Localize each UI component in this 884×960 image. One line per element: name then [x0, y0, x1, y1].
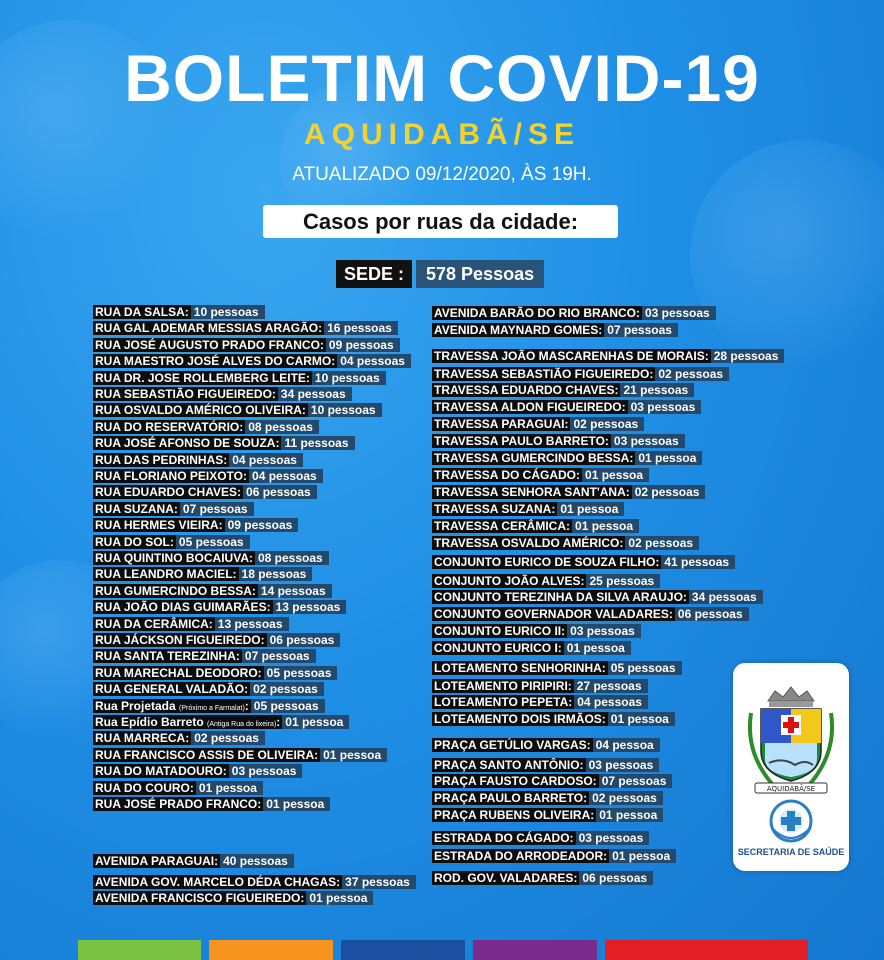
location-name [93, 469, 249, 483]
list-item [432, 467, 649, 483]
location-name-text: PRAÇA PAULO BARRETO: [434, 791, 588, 805]
list-item [432, 589, 763, 605]
case-count: 27 pessoas [574, 679, 648, 693]
case-count: 37 pessoas [342, 875, 416, 889]
list-item [432, 348, 784, 364]
case-count: 01 pessoa [263, 797, 330, 811]
list-item [93, 665, 337, 681]
case-count: 14 pessoas [258, 584, 332, 598]
page-title: BOLETIM COVID-19 [124, 41, 760, 115]
location-name-text: RUA MARRECA: [95, 731, 190, 746]
location-name [432, 831, 576, 845]
location-name [432, 349, 711, 363]
location-name [93, 854, 220, 868]
sede-value: 578 Pessoas [416, 260, 544, 288]
location-note: (Antiga Rua do lixeira) [207, 721, 277, 728]
list-item [432, 501, 624, 517]
location-name [93, 321, 324, 335]
list-item [93, 534, 250, 550]
case-count: 06 pessoas [243, 485, 317, 499]
case-count: 07 pessoas [599, 774, 673, 788]
case-count: 04 pessoas [249, 469, 323, 483]
section-heading: Casos por ruas da cidade: [263, 205, 618, 238]
location-name [432, 485, 632, 499]
location-name-text: RUA MARECHAL DEODORO: [95, 665, 262, 680]
case-count: 13 pessoas [215, 617, 289, 631]
list-item [93, 304, 265, 320]
location-name [432, 624, 567, 638]
location-name [93, 633, 267, 647]
list-item [432, 305, 716, 321]
list-item [93, 747, 387, 763]
list-item [432, 623, 641, 639]
case-count: 01 pessoa [572, 519, 639, 533]
list-item [93, 890, 373, 906]
location-name [93, 354, 337, 368]
location-name [93, 518, 225, 532]
list-item [432, 535, 699, 551]
case-count: 03 pessoas [628, 400, 702, 414]
case-count: 01 pessoa [564, 641, 631, 655]
location-name-text: RUA GAL ADEMAR MESSIAS ARAGÃO: [95, 321, 323, 336]
case-count: 07 pessoas [180, 502, 254, 516]
location-name-text: CONJUNTO GOVERNADOR VALADARES: [434, 607, 673, 621]
location-name [432, 774, 599, 788]
location-name-text: RUA SANTA TEREZINHA: [95, 649, 240, 664]
case-count: 04 pessoas [337, 354, 411, 368]
list-item [432, 484, 705, 500]
list-item [432, 399, 701, 415]
location-name [432, 679, 574, 693]
location-name-text: RUA HERMES VIEIRA: [95, 518, 223, 533]
location-name-text: RUA SUZANA: [95, 501, 178, 516]
case-count: 01 pessoa [306, 891, 373, 905]
location-name [93, 567, 239, 581]
case-count: 01 pessoa [596, 808, 663, 822]
location-name-text: RUA DO RESERVATÓRIO: [95, 419, 244, 434]
case-count: 08 pessoas [245, 420, 319, 434]
location-name [93, 731, 191, 745]
location-name [432, 791, 589, 805]
case-count: 05 pessoas [176, 535, 250, 549]
color-bar [209, 940, 333, 960]
list-item [93, 796, 330, 812]
location-name [93, 781, 196, 795]
location-name [432, 451, 635, 465]
list-item [432, 518, 639, 534]
list-item [93, 730, 265, 746]
location-name-text: RUA JÁCKSON FIGUEIREDO: [95, 633, 265, 647]
location-name-text: PRAÇA GETÚLIO VARGAS: [434, 738, 591, 752]
location-name [432, 871, 579, 885]
case-count: 41 pessoas [661, 555, 735, 569]
color-bars [0, 940, 884, 960]
location-name [432, 607, 675, 621]
case-count: 06 pessoas [579, 871, 653, 885]
location-name-text: RUA JOSÉ AUGUSTO PRADO FRANCO: [95, 337, 324, 352]
case-count: 10 pessoas [308, 403, 382, 417]
location-name-text: ROD. GOV. VALADARES: [434, 871, 578, 885]
list-item [432, 573, 660, 589]
list-item [93, 599, 346, 615]
location-name-text: LOTEAMENTO PIRIPIRI: [434, 679, 572, 693]
location-name-text: PRAÇA RUBENS OLIVEIRA: [434, 808, 595, 822]
case-count: 21 pessoas [620, 383, 694, 397]
location-name-text: RUA MAESTRO JOSÉ ALVES DO CARMO: [95, 354, 336, 369]
list-item [432, 433, 685, 449]
list-item [93, 320, 398, 336]
location-name [93, 453, 229, 467]
list-item [93, 566, 312, 582]
location-name-text: TRAVESSA GUMERCINDO BESSA: [434, 451, 634, 465]
list-item [432, 773, 672, 789]
location-name [93, 305, 191, 319]
list-item [432, 737, 660, 753]
list-item [93, 484, 317, 500]
list-item [432, 322, 678, 338]
case-count: 18 pessoas [239, 567, 313, 581]
case-count: 25 pessoas [586, 574, 660, 588]
color-bar [78, 940, 201, 960]
location-name-text: TRAVESSA EDUARDO CHAVES: [434, 383, 619, 397]
list-item [432, 757, 659, 773]
location-name-text: RUA DO COURO: [95, 780, 194, 795]
location-name [93, 699, 251, 713]
location-name-text: RUA DA CERÂMICA: [95, 616, 213, 631]
location-name [432, 555, 661, 569]
case-count: 03 pessoas [642, 306, 716, 320]
location-note: (Próximo a Farmalat) [179, 704, 245, 712]
location-name-text: CONJUNTO EURICO I: [434, 641, 562, 655]
location-name-text: RUA JOSÉ PRADO FRANCO: [95, 797, 262, 811]
case-count: 01 pessoa [635, 451, 702, 465]
location-name-text: RUA QUINTINO BOCAIUVA: [95, 551, 253, 565]
location-name [432, 400, 628, 414]
sede-label: SEDE : [336, 260, 412, 288]
case-count: 01 pessoa [282, 715, 349, 729]
case-count: 04 pessoas [229, 453, 303, 467]
location-colon: : [244, 698, 249, 713]
case-count: 04 pessoa [593, 738, 660, 752]
list-item [93, 698, 325, 714]
list-item [432, 830, 649, 846]
location-name [93, 387, 278, 401]
city-subtitle: AQUIDABÃ/SE [303, 118, 580, 151]
case-count: 02 pessoas [250, 682, 324, 696]
location-name [432, 306, 642, 320]
list-item [93, 714, 349, 730]
case-count: 01 pessoa [609, 849, 676, 863]
logo-card [733, 663, 849, 871]
case-count: 05 pessoas [608, 661, 682, 675]
case-count: 10 pessoas [312, 371, 386, 385]
location-name-text: RUA SEBASTIÃO FIGUEIREDO: [95, 387, 276, 401]
color-bar [473, 940, 597, 960]
case-count: 03 pessoas [229, 764, 303, 778]
location-name-text: AVENIDA FRANCISCO FIGUEIREDO: [95, 891, 305, 905]
case-count: 05 pessoas [251, 699, 325, 713]
location-name [93, 666, 264, 680]
location-name [93, 600, 273, 614]
location-name [432, 468, 582, 482]
location-name-text: AVENIDA BARÃO DO RIO BRANCO: [434, 306, 640, 320]
list-item [93, 517, 298, 533]
case-count: 09 pessoas [225, 518, 299, 532]
case-count: 16 pessoas [324, 321, 398, 335]
list-item [93, 337, 400, 353]
list-item [432, 694, 648, 710]
list-item [93, 370, 386, 386]
location-name [93, 617, 215, 631]
case-count: 02 pessoas [191, 731, 265, 745]
location-name [93, 748, 320, 762]
list-item [93, 583, 332, 599]
list-item [432, 554, 735, 570]
list-item [93, 780, 263, 796]
location-name [93, 502, 180, 516]
list-item [432, 711, 675, 727]
location-name-text: TRAVESSA DO CÁGADO: [434, 468, 581, 482]
location-name-text: Rua Projetada [95, 698, 176, 713]
list-item [432, 640, 631, 656]
location-name-text: RUA DO SOL: [95, 534, 174, 549]
list-item [432, 660, 682, 676]
case-count: 03 pessoas [611, 434, 685, 448]
list-item [432, 382, 694, 398]
location-name [93, 584, 258, 598]
list-item [93, 853, 294, 869]
location-name-text: AVENIDA PARAGUAI: [95, 854, 219, 868]
health-secretariat-caption: SECRETARIA DE SAÚDE [737, 847, 845, 857]
case-count: 11 pessoas [281, 436, 354, 450]
list-item [93, 452, 303, 468]
case-count: 01 pessoa [608, 712, 675, 726]
list-item [432, 678, 648, 694]
list-item [432, 870, 653, 886]
list-item [93, 616, 289, 632]
location-name [432, 590, 689, 604]
location-name [93, 436, 281, 450]
case-count: 34 pessoas [689, 590, 763, 604]
location-name [432, 417, 570, 431]
case-count: 02 pessoas [589, 791, 663, 805]
location-name-text: RUA DR. JOSE ROLLEMBERG LEITE: [95, 370, 310, 385]
location-name-text: CONJUNTO TEREZINHA DA SILVA ARAUJO: [434, 590, 687, 604]
location-name-text: CONJUNTO JOÃO ALVES: [434, 574, 585, 588]
location-name [93, 764, 229, 778]
location-name [432, 695, 574, 709]
location-name [432, 641, 564, 655]
location-name [432, 383, 620, 397]
location-name [432, 574, 586, 588]
case-count: 34 pessoas [278, 387, 352, 401]
municipal-seal-icon [733, 673, 849, 803]
location-name [93, 649, 242, 663]
location-name [93, 420, 245, 434]
case-count: 06 pessoas [267, 633, 341, 647]
case-count: 01 pessoa [582, 468, 649, 482]
location-name [432, 536, 625, 550]
list-item [432, 606, 749, 622]
case-count: 03 pessoas [586, 758, 660, 772]
update-timestamp: ATUALIZADO 09/12/2020, ÀS 19H. [292, 164, 592, 185]
list-item [93, 681, 324, 697]
location-name-text: TRAVESSA JOÃO MASCARENHAS DE MORAIS: [434, 349, 709, 363]
location-name-text: LOTEAMENTO PEPETA: [434, 695, 573, 709]
color-bar [341, 940, 465, 960]
case-count: 03 pessoas [567, 624, 641, 638]
list-item [432, 416, 644, 432]
location-name-text: TRAVESSA ALDON FIGUEIREDO: [434, 400, 626, 414]
case-count: 02 pessoas [570, 417, 644, 431]
location-name [93, 875, 342, 889]
location-name [432, 758, 586, 772]
location-name [93, 891, 306, 905]
case-count: 01 pessoa [557, 502, 624, 516]
list-item [93, 468, 323, 484]
list-item [432, 807, 663, 823]
location-name-text: CONJUNTO EURICO DE SOUZA FILHO: [434, 555, 660, 569]
location-name-text: PRAÇA FAUSTO CARDOSO: [434, 774, 597, 788]
location-name-text: TRAVESSA PAULO BARRETO: [434, 434, 609, 448]
location-name [93, 485, 243, 499]
location-name-text: RUA DA SALSA: [95, 305, 189, 319]
location-name-text: TRAVESSA SENHORA SANT'ANA: [434, 485, 630, 499]
location-name [93, 682, 250, 696]
location-name [432, 808, 596, 822]
location-name-text: RUA DAS PEDRINHAS: [95, 452, 228, 467]
location-name-text: RUA JOSÉ AFONSO DE SOUZA: [95, 436, 280, 451]
location-name-text: TRAVESSA SEBASTIÃO FIGUEIREDO: [434, 367, 654, 381]
location-name-text: RUA LEANDRO MACIEL: [95, 567, 237, 582]
location-name [432, 434, 611, 448]
location-name-text: RUA FRANCISCO ASSIS DE OLIVEIRA: [95, 747, 319, 762]
location-name [93, 715, 282, 729]
case-count: 08 pessoas [255, 551, 329, 565]
location-name-text: AVENIDA GOV. MARCELO DÉDA CHAGAS: [95, 875, 341, 889]
case-count: 09 pessoas [326, 338, 400, 352]
location-name-text: LOTEAMENTO DOIS IRMÃOS: [434, 712, 606, 726]
list-item [432, 450, 702, 466]
case-count: 02 pessoas [625, 536, 699, 550]
location-name [93, 535, 176, 549]
location-name-text: RUA EDUARDO CHAVES: [95, 485, 242, 500]
seal-caption: AQUIDABÃ/SE [766, 785, 816, 793]
location-name-text: ESTRADA DO CÁGADO: [434, 831, 574, 845]
case-count: 04 pessoas [574, 695, 648, 709]
case-count: 10 pessoas [191, 305, 265, 319]
location-name-text: RUA OSVALDO AMÉRICO OLIVEIRA: [95, 403, 306, 418]
location-colon: : [276, 715, 281, 729]
case-count: 01 pessoa [320, 748, 387, 762]
location-name [93, 371, 312, 385]
location-name-text: TRAVESSA SUZANA: [434, 502, 556, 516]
list-item [432, 366, 729, 382]
case-count: 40 pessoas [220, 854, 294, 868]
list-item [432, 790, 663, 806]
location-name [432, 661, 608, 675]
location-name [432, 323, 604, 337]
location-name [432, 712, 608, 726]
case-count: 06 pessoas [675, 607, 749, 621]
location-name-text: Rua Epídio Barreto [95, 715, 204, 729]
location-name [432, 849, 609, 863]
location-name [93, 797, 263, 811]
list-item [93, 353, 411, 369]
sede-total [336, 260, 544, 288]
case-count: 02 pessoas [632, 485, 706, 499]
list-item [93, 419, 319, 435]
list-item [93, 874, 416, 890]
location-name-text: RUA DO MATADOURO: [95, 764, 227, 779]
location-name-text: ESTRADA DO ARRODEADOR: [434, 849, 608, 863]
location-name [432, 519, 572, 533]
location-name-text: TRAVESSA OSVALDO AMÉRICO: [434, 536, 624, 550]
location-name-text: RUA GUMERCINDO BESSA: [95, 583, 256, 598]
case-count: 28 pessoas [711, 349, 785, 363]
list-item [93, 632, 340, 648]
location-name-text: RUA FLORIANO PEIXOTO: [95, 469, 248, 483]
location-name [93, 551, 255, 565]
list-item [93, 550, 329, 566]
case-count: 07 pessoas [242, 649, 316, 663]
location-name [432, 502, 557, 516]
location-name [432, 738, 593, 752]
color-bar [605, 940, 808, 960]
list-item [93, 435, 355, 451]
location-name-text: AVENIDA MAYNARD GOMES: [434, 323, 603, 337]
list-item [93, 648, 316, 664]
location-name-text: RUA JOÃO DIAS GUIMARÃES: [95, 600, 271, 615]
location-name [93, 338, 326, 352]
location-name [93, 403, 308, 417]
location-name-text: PRAÇA SANTO ANTÔNIO: [434, 758, 584, 772]
case-count: 03 pessoas [576, 831, 650, 845]
list-item [93, 763, 302, 779]
location-name-text: RUA GENERAL VALADÃO: [95, 682, 249, 697]
location-name-text: CONJUNTO EURICO II: [434, 624, 566, 638]
case-count: 07 pessoas [604, 323, 678, 337]
location-name-text: TRAVESSA PARAGUAI: [434, 417, 569, 431]
location-name-text: LOTEAMENTO SENHORINHA: [434, 661, 606, 675]
case-count: 02 pessoas [655, 367, 729, 381]
case-count: 05 pessoas [264, 666, 338, 680]
list-item [93, 386, 352, 402]
case-count: 01 pessoa [196, 781, 263, 795]
location-name [432, 367, 655, 381]
list-item [432, 848, 676, 864]
case-count: 13 pessoas [273, 600, 347, 614]
list-item [93, 501, 254, 517]
location-name-text: TRAVESSA CERÂMICA: [434, 519, 571, 533]
list-item [93, 402, 382, 418]
